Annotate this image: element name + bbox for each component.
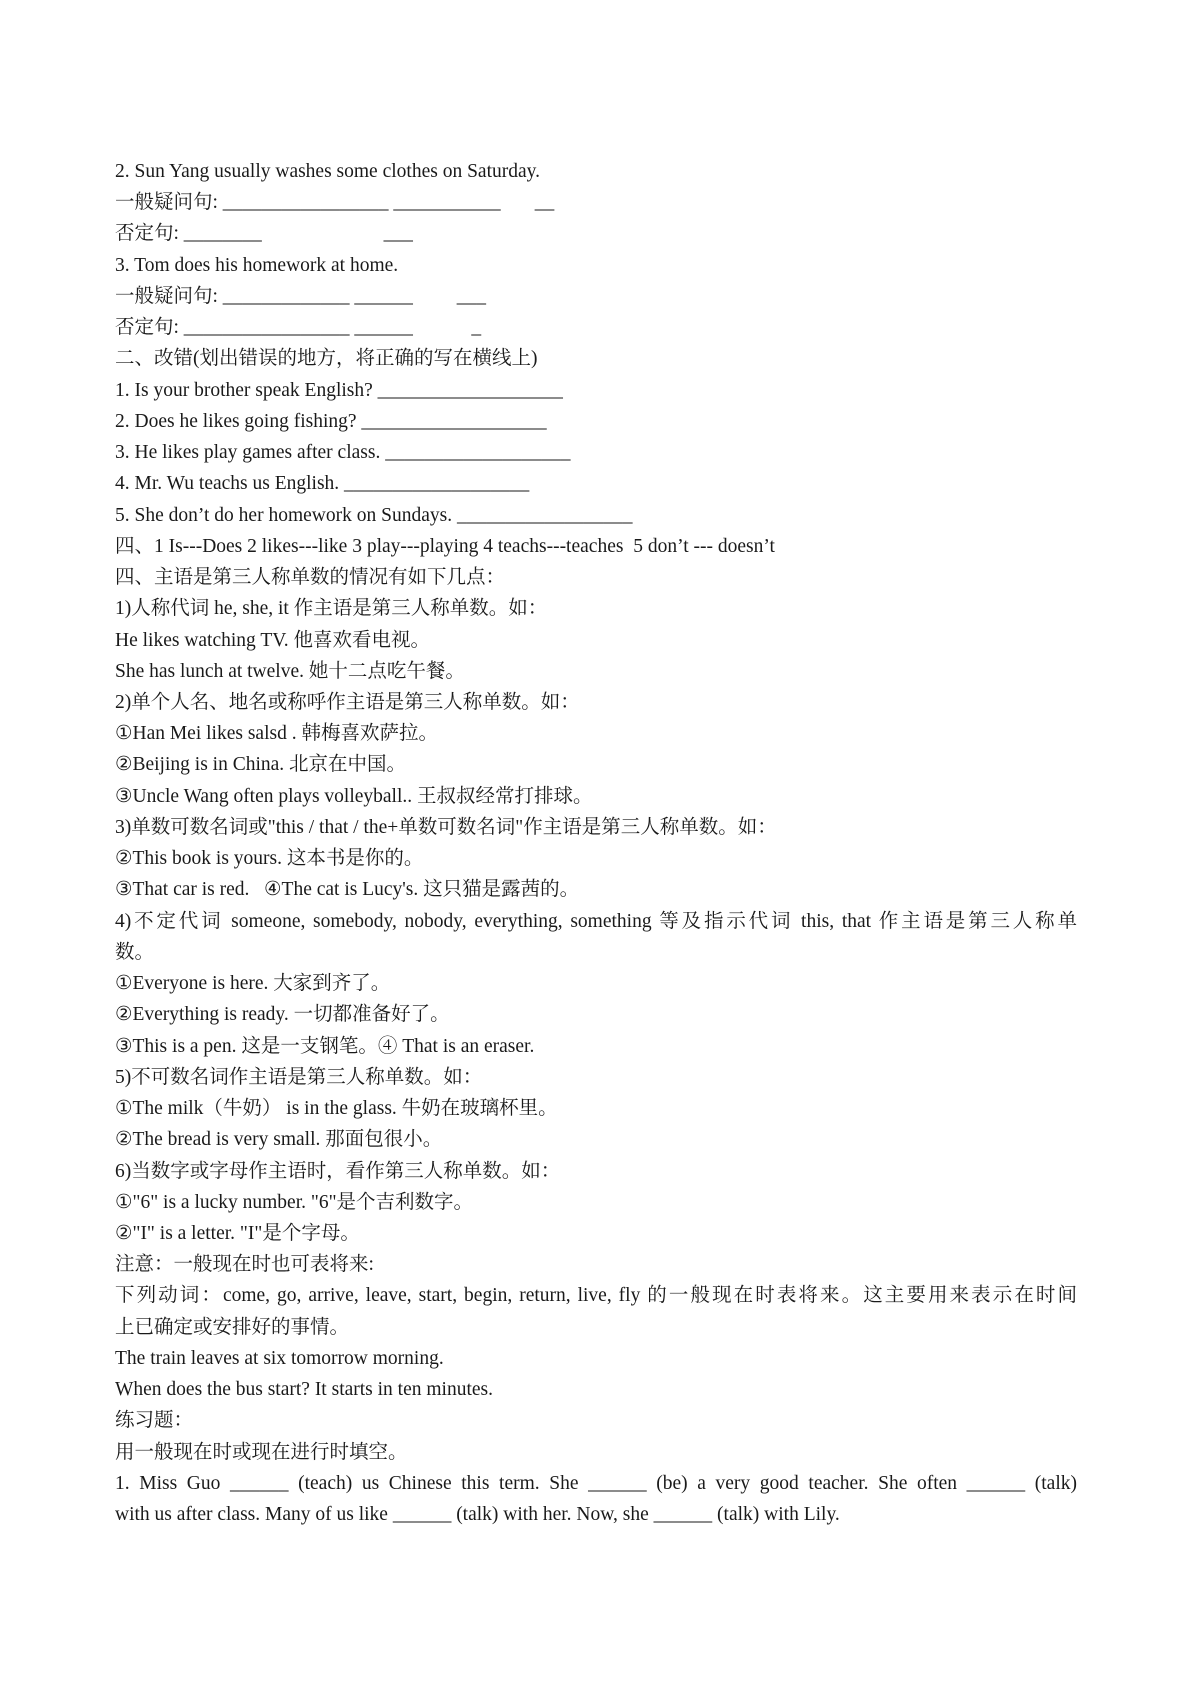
rule-4-example-3: ③This is a pen. 这是一支钢笔。④ That is an eraser.	[115, 1035, 535, 1057]
note-text-line-2: 上已确定或安排好的事情。	[115, 1316, 350, 1338]
error-item-4: 4. Mr. Wu teachs us English. ___________________	[115, 473, 530, 495]
rule-5-example-1: ①The milk（牛奶） is in the glass. 牛奶在玻璃杯里。	[115, 1098, 558, 1120]
error-item-5: 5. She don’t do her homework on Sundays. __________________	[115, 504, 633, 526]
question-2-negative-blank: 否定句: ________ ___	[115, 223, 413, 245]
rule-1-example-2: She has lunch at twelve. 她十二点吃午餐。	[115, 660, 465, 682]
answer-key-line: 四、1 Is---Does 2 likes---like 3 play---playing 4 teachs---teaches 5 don’t --- doesn’t	[115, 535, 775, 557]
error-item-1: 1. Is your brother speak English? ___________________	[115, 379, 563, 401]
note-example-1: The train leaves at six tomorrow morning.	[115, 1347, 444, 1369]
rule-4-example-2: ②Everything is ready. 一切都准备好了。	[115, 1004, 450, 1026]
rule-4-text-line-2: 数。	[115, 941, 155, 963]
rule-3-example-2: ③That car is red. ④The cat is Lucy's. 这只猫是露茜的。	[115, 879, 580, 901]
practice-q1-line-1: 1. Miss Guo ______ (teach) us Chinese this term. She ______ (be) a very good teacher. She often ______ (talk)	[115, 1472, 1077, 1494]
rule-5-example-2: ②The bread is very small. 那面包很小。	[115, 1129, 443, 1151]
question-2-sentence: 2. Sun Yang usually washes some clothes on Saturday.	[115, 161, 541, 182]
practice-q1-line-2: with us after class. Many of us like ______ (talk) with her. Now, she ______ (talk) with Lily.	[115, 1504, 840, 1526]
practice-instruction: 用一般现在时或现在进行时填空。	[115, 1441, 408, 1463]
rule-4-text-line-1: 4)不定代词 someone, somebody, nobody, everything, something 等及指示代词 this, that 作主语是第三人称单	[115, 910, 1077, 932]
note-heading: 注意：一般现在时也可表将来:	[115, 1254, 374, 1276]
error-item-3: 3. He likes play games after class. ___________________	[115, 442, 571, 464]
document-content	[115, 156, 1077, 1530]
question-3-general-question-blank: 一般疑问句: _____________ ______ ___	[115, 285, 487, 307]
note-example-2: When does the bus start? It starts in ten minutes.	[115, 1379, 494, 1401]
rule-2-text: 2)单个人名、地名或称呼作主语是第三人称单数。如：	[115, 691, 580, 713]
rule-1-text: 1)人称代词 he, she, it 作主语是第三人称单数。如：	[115, 598, 548, 620]
rule-2-example-1: ①Han Mei likes salsd . 韩梅喜欢萨拉。	[115, 723, 438, 745]
rule-4-example-1: ①Everyone is here. 大家到齐了。	[115, 973, 391, 995]
grammar-heading: 四、主语是第三人称单数的情况有如下几点：	[115, 567, 506, 589]
error-item-2: 2. Does he likes going fishing? ___________________	[115, 410, 547, 432]
rule-3-example-1: ②This book is yours. 这本书是你的。	[115, 848, 424, 870]
rule-5-text: 5)不可数名词作主语是第三人称单数。如：	[115, 1066, 483, 1088]
note-text-line-1: 下列动词：come, go, arrive, leave, start, begin, return, live, fly 的一般现在时表将来。这主要用来表示在时间	[115, 1285, 1077, 1307]
rule-6-text: 6)当数字或字母作主语时，看作第三人称单数。如：	[115, 1160, 561, 1182]
rule-3-text: 3)单数可数名词或"this / that / the+单数可数名词"作主语是第三人称单数。如：	[115, 816, 777, 838]
question-3-sentence: 3. Tom does his homework at home.	[115, 254, 399, 276]
question-3-negative-blank: 否定句: _________________ ______ _	[115, 317, 482, 339]
rule-2-example-2: ②Beijing is in China. 北京在中国。	[115, 754, 407, 776]
question-2-general-question-blank: 一般疑问句: _________________ ___________ __	[115, 192, 555, 214]
rule-1-example-1: He likes watching TV. 他喜欢看电视。	[115, 629, 431, 651]
rule-6-example-2: ②"I" is a letter. "I"是个字母。	[115, 1222, 360, 1244]
rule-6-example-1: ①"6" is a lucky number. "6"是个吉利数字。	[115, 1191, 474, 1213]
rule-2-example-3: ③Uncle Wang often plays volleyball.. 王叔叔经常打排球。	[115, 785, 593, 807]
practice-heading: 练习题：	[115, 1410, 194, 1432]
error-correction-heading: 二、改错(划出错误的地方，将正确的写在横线上)	[115, 348, 538, 370]
